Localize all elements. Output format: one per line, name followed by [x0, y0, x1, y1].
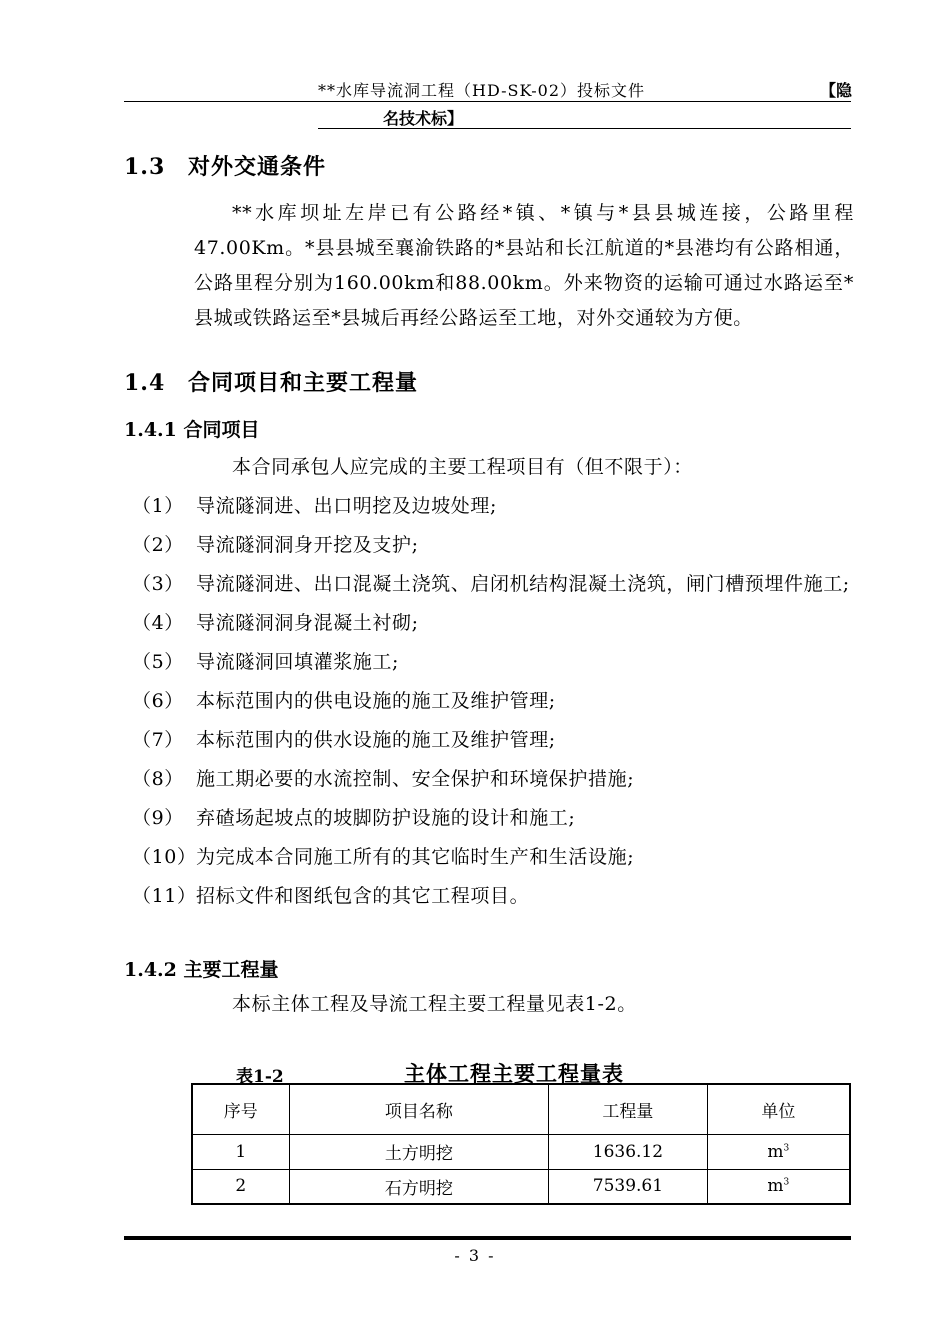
list-item-number: （1） [132, 495, 184, 517]
table-label: 表1-2 [236, 1067, 284, 1087]
list-item [132, 568, 854, 601]
unit-superscript: 3 [783, 1177, 790, 1188]
list-item [132, 802, 854, 835]
list-item-number: （9） [132, 807, 184, 829]
list-item-number: （7） [132, 729, 184, 751]
table-row [192, 1134, 850, 1169]
list-item-text: 为完成本合同施工所有的其它临时生产和生活设施; [196, 846, 635, 868]
list-item [132, 724, 854, 757]
list-item [132, 841, 854, 874]
list-item-number: （5） [132, 651, 184, 673]
table-title: 主体工程主要工程量表 [404, 1061, 624, 1086]
column-header: 项目名称 [289, 1084, 549, 1134]
table-row [192, 1169, 850, 1204]
paragraph: 本标主体工程及导流工程主要工程量见表1-2。 [232, 993, 637, 1015]
list-item [132, 529, 854, 562]
unit-text: m [767, 1176, 784, 1197]
list-item [132, 763, 854, 796]
header-tag-start: 【隐 [820, 81, 853, 100]
list-item-number: （3） [132, 573, 184, 595]
section-1-4-2-heading: 1.4.2 主要工程量 [124, 959, 279, 981]
list-item-text: 本标范围内的供电设施的施工及维护管理; [196, 690, 556, 712]
quantity-cell: 7539.61 [549, 1169, 708, 1204]
footer-divider [124, 1236, 851, 1240]
list-item-number: （6） [132, 690, 184, 712]
list-item-text: 导流隧洞洞身混凝土衬砌; [196, 612, 419, 634]
paragraph: 本合同承包人应完成的主要工程项目有（但不限于）： [232, 456, 693, 478]
quantity-table [191, 1083, 851, 1205]
list-item [132, 607, 854, 640]
unit-text: m [767, 1141, 784, 1162]
header-divider [124, 101, 851, 102]
section-title: 对外交通条件 [188, 154, 327, 180]
list-item-number: （4） [132, 612, 184, 634]
list-item-text: 本标范围内的供水设施的施工及维护管理; [196, 729, 556, 751]
item-name-cell: 石方明挖 [289, 1169, 549, 1204]
header-divider-short [318, 128, 851, 129]
section-1-4-2-intro [194, 987, 854, 1022]
unit-cell [707, 1134, 850, 1169]
paragraph: **水库坝址左岸已有公路经*镇、*镇与*县县城连接，公路里程47.00Km。*县县城至襄渝铁路的*县站和长江航道的*县港均有公路相通，公路里程分别为160.00km和88.00km。外来物资的运输可通过水路运至*县城或铁路运至*县城后再经公路运至工地，对外交通较为方便。 [194, 202, 854, 329]
row-number-cell: 2 [192, 1169, 289, 1204]
list-item-number: （10） [132, 846, 197, 868]
list-item-number: （2） [132, 534, 184, 556]
section-1-4-1-heading: 1.4.1 合同项目 [124, 419, 260, 441]
unit-cell [707, 1169, 850, 1204]
unit-superscript: 3 [783, 1142, 790, 1153]
row-number-cell: 1 [192, 1134, 289, 1169]
header-tag-end: 名技术标】 [383, 109, 464, 128]
list-item-text: 招标文件和图纸包含的其它工程项目。 [196, 885, 530, 907]
section-1-4-heading [124, 366, 418, 397]
column-header: 工程量 [549, 1084, 708, 1134]
section-number: 1.4 [124, 370, 166, 396]
contract-item-list [132, 490, 854, 919]
section-number: 1.3 [124, 154, 166, 180]
list-item-text: 弃碴场起坡点的坡脚防护设施的设计和施工; [196, 807, 576, 829]
section-1-3-body [194, 196, 854, 336]
list-item [132, 880, 854, 913]
section-1-3-heading [124, 150, 326, 181]
section-1-4-1-intro [194, 450, 854, 485]
list-item [132, 685, 854, 718]
header-title: **水库导流洞工程（HD-SK-02）投标文件 [318, 81, 646, 100]
item-name-cell: 土方明挖 [289, 1134, 549, 1169]
list-item [132, 490, 854, 523]
section-title: 合同项目和主要工程量 [188, 370, 419, 396]
quantity-cell: 1636.12 [549, 1134, 708, 1169]
page-number: - 3 - [454, 1246, 496, 1265]
list-item-text: 导流隧洞洞身开挖及支护; [196, 534, 419, 556]
list-item [132, 646, 854, 679]
list-item-number: （11） [132, 885, 197, 907]
list-item-text: 导流隧洞回填灌浆施工; [196, 651, 400, 673]
column-header: 单位 [707, 1084, 850, 1134]
list-item-number: （8） [132, 768, 184, 790]
table-header-row [192, 1084, 850, 1134]
list-item-text: 导流隧洞进、出口明挖及边坡处理; [196, 495, 498, 517]
column-header: 序号 [192, 1084, 289, 1134]
list-item-text: 导流隧洞进、出口混凝土浇筑、启闭机结构混凝土浇筑，闸门槽预埋件施工; [196, 573, 850, 595]
list-item-text: 施工期必要的水流控制、安全保护和环境保护措施; [196, 768, 635, 790]
